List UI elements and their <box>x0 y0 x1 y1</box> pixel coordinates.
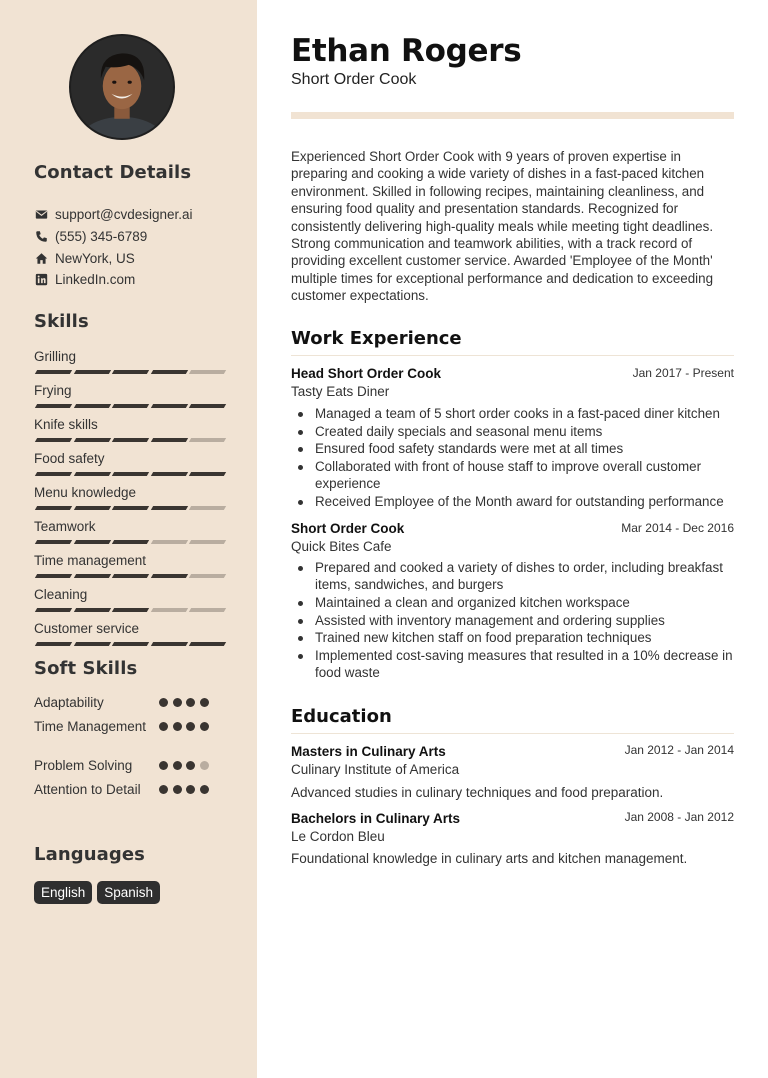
contact-list <box>34 204 234 291</box>
rating-segment-filled <box>35 642 72 646</box>
rating-segment-filled <box>150 506 187 510</box>
job-date: Mar 2014 - Dec 2016 <box>621 521 734 535</box>
degree-school: Culinary Institute of America <box>291 762 460 777</box>
list-item: Received Employee of the Month award for outstanding performance <box>315 493 734 510</box>
degree-description: Foundational knowledge in culinary arts and kitchen management. <box>291 851 688 866</box>
rating-dot-empty <box>200 761 209 770</box>
list-item: Prepared and cooked a variety of dishes to order, including breakfast items, sandwiches, and burgers <box>315 559 734 594</box>
skill-item <box>34 484 223 516</box>
skill-item <box>34 586 223 618</box>
skill-item <box>34 416 223 448</box>
linkedin-icon <box>34 273 48 287</box>
skill-rating-bar <box>34 370 223 375</box>
rating-dot-filled <box>173 722 182 731</box>
rating-segment-filled <box>150 370 187 374</box>
rating-segment-filled <box>189 472 226 476</box>
rating-segment-empty <box>189 438 226 442</box>
skill-rating-bar <box>34 506 223 511</box>
soft-skill-rating <box>159 722 213 732</box>
rating-segment-filled <box>112 642 149 646</box>
rating-dot-filled <box>173 698 182 707</box>
contact-linkedin <box>34 269 234 291</box>
rating-dot-filled <box>186 785 195 794</box>
phone-icon <box>34 230 48 244</box>
skill-name: Food safety <box>34 451 105 466</box>
rating-segment-filled <box>189 404 226 408</box>
skill-rating-bar <box>34 472 223 477</box>
rating-segment-filled <box>150 472 187 476</box>
rating-segment-filled <box>35 472 72 476</box>
rating-segment-filled <box>112 506 149 510</box>
skill-item <box>34 518 223 550</box>
soft-skill-name: Adaptability <box>34 695 104 710</box>
skill-rating-bar <box>34 404 223 409</box>
skill-item <box>34 620 223 652</box>
skill-name: Knife skills <box>34 417 98 432</box>
languages-heading: Languages <box>34 844 145 865</box>
home-icon <box>34 251 48 265</box>
degree-date: Jan 2008 - Jan 2012 <box>624 810 734 824</box>
rating-dot-filled <box>159 722 168 731</box>
rating-dot-filled <box>186 698 195 707</box>
rating-dot-filled <box>173 761 182 770</box>
rating-segment-filled <box>73 574 110 578</box>
skill-rating-bar <box>34 608 223 613</box>
rating-dot-filled <box>200 698 209 707</box>
rating-segment-filled <box>150 438 187 442</box>
skill-rating-bar <box>34 574 223 579</box>
list-item: Implemented cost-saving measures that resulted in a 10% decrease in food waste <box>315 647 733 681</box>
rating-segment-filled <box>189 642 226 646</box>
rating-segment-filled <box>73 608 110 612</box>
skills-heading: Skills <box>34 311 89 332</box>
rating-segment-filled <box>150 404 187 408</box>
soft-skill-rating <box>159 761 213 771</box>
rating-segment-filled <box>35 404 72 408</box>
person-name: Ethan Rogers <box>291 33 522 69</box>
skill-rating-bar <box>34 642 223 647</box>
job-company: Quick Bites Cafe <box>291 539 392 554</box>
sidebar <box>0 0 257 1078</box>
rating-segment-filled <box>112 608 149 612</box>
rating-segment-filled <box>112 472 149 476</box>
rating-segment-empty <box>189 608 226 612</box>
rating-segment-filled <box>150 574 187 578</box>
email-text[interactable]: support@cvdesigner.ai <box>55 207 193 223</box>
rating-segment-empty <box>189 540 226 544</box>
list-item: Ensured food safety standards were met at all times <box>315 440 734 457</box>
list-item: Assisted with inventory management and ordering supplies <box>315 612 734 629</box>
envelope-icon <box>34 208 48 222</box>
rating-segment-filled <box>35 506 72 510</box>
job-bullets <box>315 559 734 682</box>
rating-dot-filled <box>200 722 209 731</box>
work-heading: Work Experience <box>291 328 462 349</box>
list-item: Created daily specials and seasonal menu items <box>315 423 734 440</box>
contact-phone <box>34 226 234 248</box>
rating-dot-filled <box>159 785 168 794</box>
rating-segment-filled <box>112 370 149 374</box>
education-divider <box>291 733 734 734</box>
contact-location <box>34 247 234 269</box>
rating-segment-filled <box>73 506 110 510</box>
rating-segment-filled <box>112 574 149 578</box>
rating-segment-empty <box>150 608 187 612</box>
rating-segment-empty <box>189 370 226 374</box>
rating-segment-filled <box>150 642 187 646</box>
soft-skill-item <box>34 694 223 711</box>
linkedin-text[interactable]: LinkedIn.com <box>55 272 136 288</box>
skill-item <box>34 450 223 482</box>
degree-description: Advanced studies in culinary techniques and food preparation. <box>291 785 664 800</box>
rating-dot-filled <box>159 761 168 770</box>
skill-item <box>34 348 223 380</box>
rating-segment-filled <box>35 574 72 578</box>
rating-segment-filled <box>112 404 149 408</box>
list-item: Maintained a clean and organized kitchen workspace <box>315 594 734 611</box>
soft-skill-name: Time Management <box>34 719 147 734</box>
education-heading: Education <box>291 706 392 727</box>
language-tag: Spanish <box>97 881 160 904</box>
degree-date: Jan 2012 - Jan 2014 <box>624 743 734 757</box>
rating-segment-filled <box>73 642 110 646</box>
rating-dot-filled <box>173 785 182 794</box>
job-company: Tasty Eats Diner <box>291 384 390 399</box>
rating-segment-filled <box>35 438 72 442</box>
location-text: NewYork, US <box>55 250 135 266</box>
skill-name: Menu knowledge <box>34 485 137 500</box>
rating-segment-filled <box>35 540 72 544</box>
rating-dot-filled <box>186 761 195 770</box>
skill-name: Time management <box>34 553 147 568</box>
contact-email <box>34 204 234 226</box>
soft-skill-item <box>34 781 223 798</box>
skill-name: Cleaning <box>34 587 88 602</box>
rating-segment-filled <box>35 608 72 612</box>
soft-skills-heading: Soft Skills <box>34 658 138 679</box>
job-bullets <box>315 405 734 510</box>
rating-segment-filled <box>73 540 110 544</box>
skill-name: Customer service <box>34 621 140 636</box>
rating-segment-filled <box>73 438 110 442</box>
list-item: Collaborated with front of house staff to improve overall customer experience <box>315 458 734 493</box>
skill-item <box>34 552 223 584</box>
rating-segment-filled <box>73 472 110 476</box>
skill-name: Frying <box>34 383 72 398</box>
summary-text: Experienced Short Order Cook with 9 years of proven expertise in preparing and cooking a wide variety of dishes in a fast-paced kitchen environment. Skilled in following recipes, maintaining cleanliness, and ensuring food quality and presentation standards. Recognized for consistently delivering high-quality meals while meeting tight deadlines. Strong communication and teamwork abilities, with a track record of providing excellent customer service. Awarded 'Employee of the Month' multiple times for exceptional performance and dedication to exceeding customer expectations. <box>291 149 714 304</box>
rating-segment-filled <box>112 438 149 442</box>
rating-dot-filled <box>186 722 195 731</box>
skill-item <box>34 382 223 414</box>
soft-skill-name: Attention to Detail <box>34 782 141 797</box>
degree-title: Masters in Culinary Arts <box>291 744 446 759</box>
job-date: Jan 2017 - Present <box>632 366 734 380</box>
soft-skill-item <box>34 757 223 774</box>
skill-rating-bar <box>34 540 223 545</box>
rating-segment-empty <box>150 540 187 544</box>
phone-text: (555) 345-6789 <box>55 229 148 245</box>
job-title: Short Order Cook <box>291 521 405 536</box>
languages-list <box>34 881 165 904</box>
rating-dot-filled <box>159 698 168 707</box>
header-divider <box>291 112 734 119</box>
rating-segment-filled <box>112 540 149 544</box>
skills-list <box>34 346 223 652</box>
avatar <box>69 34 175 140</box>
skill-name: Teamwork <box>34 519 96 534</box>
rating-segment-filled <box>73 404 110 408</box>
rating-segment-empty <box>189 574 226 578</box>
main-content <box>291 0 734 1078</box>
degree-school: Le Cordon Bleu <box>291 829 385 844</box>
rating-segment-filled <box>35 370 72 374</box>
soft-skill-rating <box>159 785 213 795</box>
work-divider <box>291 355 734 356</box>
skill-rating-bar <box>34 438 223 443</box>
degree-title: Bachelors in Culinary Arts <box>291 811 461 826</box>
rating-dot-filled <box>200 785 209 794</box>
list-item: Managed a team of 5 short order cooks in a fast-paced diner kitchen <box>315 405 734 422</box>
job-title: Head Short Order Cook <box>291 366 442 381</box>
rating-segment-empty <box>189 506 226 510</box>
language-tag: English <box>34 881 92 904</box>
rating-segment-filled <box>73 370 110 374</box>
skill-name: Grilling <box>34 349 77 364</box>
soft-skill-rating <box>159 698 213 708</box>
person-role: Short Order Cook <box>291 71 417 88</box>
list-item: Trained new kitchen staff on food preparation techniques <box>315 629 734 646</box>
soft-skill-item <box>34 718 223 735</box>
soft-skill-name: Problem Solving <box>34 758 133 773</box>
contact-heading: Contact Details <box>34 162 192 183</box>
